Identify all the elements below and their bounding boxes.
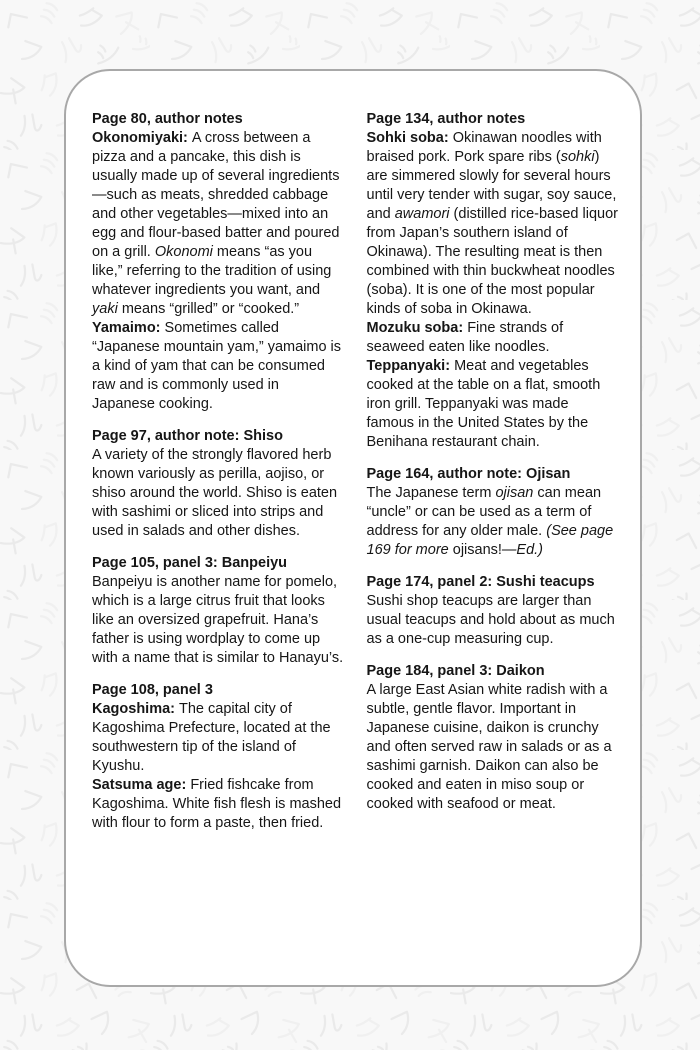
text-run: can mean “uncle” or can be used as a term of address for any older male.	[366, 485, 602, 539]
note-paragraph	[92, 573, 344, 668]
section-heading: Page 105, panel 3: Banpeiyu	[92, 555, 288, 571]
note-section	[367, 573, 619, 649]
term-bold: Mozuku soba:	[366, 320, 468, 336]
notes-column-right	[367, 110, 619, 985]
term-italic: —Ed.)	[501, 542, 544, 558]
term-bold: Kagoshima:	[92, 701, 180, 717]
note-paragraph	[367, 681, 619, 814]
section-heading: Page 80, author notes	[92, 111, 243, 127]
term-bold: Yamaimo:	[92, 320, 165, 336]
text-run: A variety of the strongly flavored herb known variously as perilla, aojiso, or shiso around the world. Shiso is eaten with sashimi or sliced into strips and used in salads and other dishes.	[92, 447, 338, 539]
text-run: Okinawan noodles with braised pork. Pork spare ribs (	[366, 130, 602, 165]
note-paragraph	[92, 129, 344, 319]
term-bold: Okonomiyaki:	[92, 130, 192, 146]
notes-card	[64, 69, 642, 987]
text-run: Banpeiyu is another name for pomelo, which is a large citrus fruit that looks like an oversized grapefruit. Hana’s father is using wordplay to come up with a name that is similar to Hanayu’s.	[92, 574, 344, 666]
text-run: Meat and vegetables cooked at the table on a flat, smooth iron grill. Teppanyaki was made famous in the United States by the Benihana restaurant chain.	[366, 358, 601, 450]
note-section	[92, 110, 344, 414]
note-paragraph	[367, 484, 619, 560]
text-run: ojisans!	[452, 542, 502, 558]
note-section	[92, 427, 344, 541]
text-run: Sometimes called “Japanese mountain yam,” yamaimo is a kind of yam that can be consumed raw and is commonly used in Japanese cooking.	[92, 320, 342, 412]
note-paragraph	[92, 446, 344, 541]
note-paragraph	[92, 700, 344, 776]
note-paragraph	[367, 592, 619, 649]
text-run: means “grilled” or “cooked.”	[117, 301, 300, 317]
section-heading: Page 184, panel 3: Daikon	[366, 663, 545, 679]
note-section	[367, 465, 619, 560]
text-run: Sushi shop teacups are larger than usual teacups and hold about as much as a one-cup measuring cup.	[366, 593, 615, 647]
note-section	[367, 110, 619, 452]
text-run: ) are simmered slowly for several hours until very tender with sugar, soy sauce, and	[366, 149, 617, 222]
section-heading: Page 108, panel 3	[92, 682, 213, 698]
term-italic: sohki	[560, 149, 595, 165]
term-bold: Sohki soba:	[366, 130, 453, 146]
term-bold: Teppanyaki:	[366, 358, 455, 374]
note-paragraph	[367, 357, 619, 452]
term-italic: awamori	[394, 206, 450, 222]
note-paragraph	[367, 319, 619, 357]
term-italic: Okonomi	[154, 244, 213, 260]
note-paragraph	[92, 776, 344, 833]
text-run: Fried fishcake from Kagoshima. White fish flesh is mashed with flour to form a paste, then fried.	[92, 777, 342, 831]
term-italic: ojisan	[495, 485, 534, 501]
section-heading: Page 174, panel 2: Sushi teacups	[366, 574, 595, 590]
note-section	[92, 554, 344, 668]
text-run: means “as you like,” referring to the tradition of using whatever ingredients you want, and	[92, 244, 332, 298]
note-section	[367, 662, 619, 814]
note-section	[92, 681, 344, 833]
text-run: The capital city of Kagoshima Prefecture, located at the southwestern tip of the island of Kyushu.	[92, 701, 331, 774]
section-heading: Page 164, author note: Ojisan	[366, 466, 571, 482]
text-run: The Japanese term	[366, 485, 496, 501]
section-heading: Page 134, author notes	[366, 111, 526, 127]
text-run: Fine strands of seaweed eaten like noodles.	[366, 320, 564, 355]
term-italic: (See page 169 for more	[366, 523, 614, 558]
text-run: A cross between a pizza and a pancake, this dish is usually made up of several ingredients—such as meats, shredded cabbage and other vegetables—mixed into an egg and flour-based batter and poured on a grill.	[92, 130, 340, 260]
section-heading: Page 97, author note: Shiso	[92, 428, 283, 444]
notes-column-left	[92, 110, 344, 985]
text-run: (distilled rice-based liquor from Japan’s southern island of Okinawa). The resulting meat is then combined with thin buckwheat noodles (soba). It is one of the most popular kinds of soba in Okinawa.	[366, 206, 618, 317]
term-bold: Satsuma age:	[92, 777, 191, 793]
text-run: A large East Asian white radish with a subtle, gentle flavor. Important in Japanese cuisine, daikon is crunchy and often served raw in salads or as a sashimi garnish. Daikon can also be cooked and eaten in miso soup or cooked with seafood or meat.	[366, 682, 612, 812]
term-italic: yaki	[92, 301, 118, 317]
note-paragraph	[367, 129, 619, 319]
note-paragraph	[92, 319, 344, 414]
